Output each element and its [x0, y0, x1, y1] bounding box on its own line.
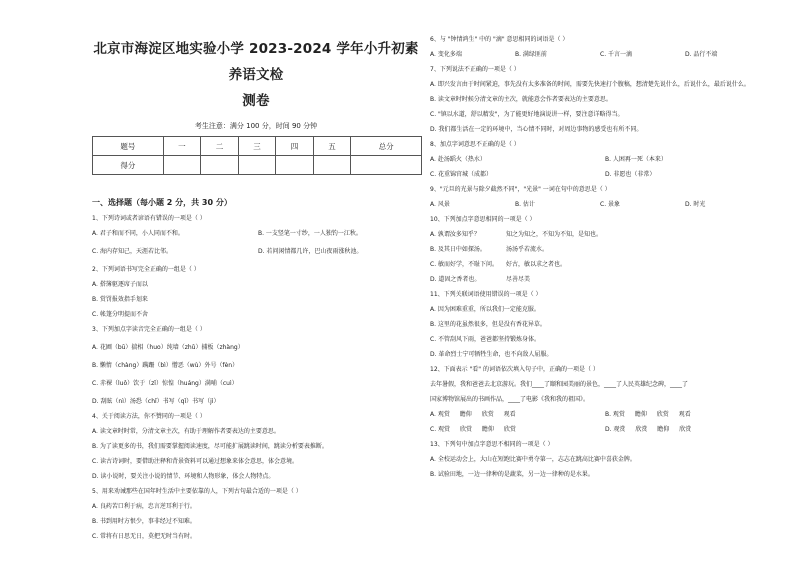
option-a[interactable]: A. 良药苦口利于病，忠言逆耳利于行。 [92, 503, 196, 510]
option-word: 瞻仰 [634, 411, 647, 418]
score-input-cell[interactable] [163, 156, 201, 175]
option-b[interactable]: B. 试验田地，一边一律种的是蔬菜，另一边一律种的是水果。 [430, 471, 594, 478]
question-9-stem: 9、"元旦的光景与除夕截然不同"，"光景" 一词在句中的意思是（ ） [430, 186, 611, 193]
option-a[interactable]: A. 变化多端 [430, 51, 462, 58]
option-c[interactable]: C. 景象 [600, 201, 621, 208]
score-input-cell[interactable] [313, 156, 351, 175]
option-word: A. 观赏 [430, 411, 450, 418]
option-word: 欣赏 [503, 426, 516, 433]
option-word: 观看 [503, 411, 516, 418]
option-word: 欣赏 [679, 426, 692, 433]
option-c[interactable]: C. 千言一滴 [600, 51, 633, 58]
option-b[interactable]: B. 为了读更多的书，我们需要掌握阅读速度，尽可能扩展跳读时间，跳读分析要表推断。 [92, 443, 328, 450]
question-10-option-d[interactable] [430, 276, 770, 284]
option-b-left: B. 及其日中如探汤。 [430, 246, 486, 253]
score-input-cell[interactable] [276, 156, 314, 175]
score-input-cell[interactable] [201, 156, 239, 175]
option-c[interactable]: C. 赤裸（luǒ）饮于（zǐ）惊惶（huáng）满哺（cuì） [92, 380, 238, 387]
option-word: 欣赏 [481, 411, 494, 418]
score-input-cell[interactable] [238, 156, 276, 175]
option-a[interactable]: A. 君子和而不同，小人同而不和。 [92, 230, 184, 237]
question-11-stem: 11、下列关联词语使用错误的一项是（ ） [430, 291, 542, 298]
section-heading: 一、选择题（每小题 2 分，共 30 分） [92, 198, 232, 207]
option-a[interactable]: A. 因为困难重重，所以我们一定能克服。 [430, 306, 540, 313]
score-table-score-row [93, 156, 422, 175]
question-8-options-row [430, 156, 770, 164]
option-d-left: D. 道固之香者也。 [430, 276, 481, 283]
option-c[interactable]: C. 海内存知己，天涯若比邻。 [92, 248, 173, 255]
option-c[interactable]: C. "镇以水道，舒以精发"，为了能更好地演说讲一样，要注意详略得当。 [430, 111, 624, 118]
option-a[interactable] [430, 411, 605, 419]
question-4-stem: 4、关于阅读方法，你不赞同的一项是（ ） [92, 413, 206, 420]
option-word: B. 观赏 [605, 411, 625, 418]
exam-title [88, 36, 424, 114]
option-a[interactable]: A. 赴汤蹈火（热水） [430, 156, 486, 163]
option-c[interactable]: C. 不管刮风下雨，爸爸都坚持锻炼身体。 [430, 336, 541, 343]
option-d[interactable]: D. 品行不端 [685, 51, 718, 58]
score-cell: 五 [313, 137, 351, 156]
question-12-options-row [430, 411, 770, 419]
question-3-stem: 3、下列加点字读音完全正确的一组是（ ） [92, 326, 206, 333]
option-c[interactable]: C. 帐篷分明提而不舍 [92, 311, 149, 318]
option-b[interactable] [605, 411, 691, 419]
option-b[interactable]: B. 懒惰（chàng）蹒跚（bì）憎恶（wù）外号（fèn） [92, 362, 239, 369]
option-word: 欣赏 [459, 426, 472, 433]
option-c[interactable]: C. 读古诗词时，要借助注释和背景资料可以通过想象来体会意思，体会意境。 [92, 458, 299, 465]
option-b[interactable]: B. 人困再一死（本来） [605, 156, 667, 163]
option-c[interactable]: C. 常将有日思无日，莫把无时当有时。 [92, 533, 197, 540]
question-12-options-row [430, 426, 770, 434]
question-8-options-row [430, 171, 770, 179]
option-word: 瞻仰 [459, 411, 472, 418]
question-5-stem: 5、用来劝诫那些在国年时生活中主要依靠的人，下列古句最合适的一项是（ ） [92, 488, 302, 495]
option-b[interactable]: B. 估计 [515, 201, 535, 208]
question-12-passage-line-1: 去年暑假，我和爸爸去北京游玩。我们____了颐和园美丽的景色，____了人民英雄纪念碑，____了 [430, 381, 689, 388]
exam-note: 考生注意：满分 100 分，时间 90 分钟 [194, 122, 318, 130]
option-b[interactable]: B. 书到用时方恨少，事非经过不知难。 [92, 518, 196, 525]
option-d[interactable]: D. 时光 [685, 201, 706, 208]
option-word: 瞻仰 [657, 426, 670, 433]
option-a[interactable]: A. 花圃（bū）揣相（huo）纯墙（zhǔ）捕板（zhàng） [92, 344, 244, 351]
question-1-stem: 1、下列诗词或者谚语有错误的一项是（ ） [92, 215, 206, 222]
option-b[interactable]: B. 一支竖笔一寸纱，一人独钓一江秋。 [258, 230, 362, 237]
option-d[interactable] [605, 426, 691, 434]
option-d[interactable]: D. 若问闲情都几许，巴山夜雨涨秋池。 [258, 248, 363, 255]
score-cell: 得分 [93, 156, 164, 175]
score-table [92, 136, 422, 175]
question-9-options-row [430, 201, 770, 209]
question-1-options-row [92, 248, 424, 256]
option-d[interactable]: D. 我们都生活在一定的环境中，当心情不同时，对周边事物的感受也有所不同。 [430, 126, 643, 133]
left-column [88, 36, 424, 541]
score-cell: 一 [163, 137, 201, 156]
option-word: 瞻仰 [481, 426, 494, 433]
question-6-options-row [430, 51, 770, 59]
option-b[interactable]: B. 满绿匪前 [515, 51, 547, 58]
score-cell: 题号 [93, 137, 164, 156]
question-7-stem: 7、下列说法不正确的一项是（ ） [430, 66, 520, 73]
score-input-cell[interactable] [351, 156, 422, 175]
title-line-2: 测卷 [242, 93, 270, 109]
question-1-options-row [92, 230, 424, 238]
option-d[interactable]: D. 读小说时，要关注小说的情节、环境和人物形象，体会人物特点。 [92, 473, 275, 480]
option-c-left: C. 敏而好学，不耻下问。 [430, 261, 499, 268]
question-13-stem: 13、下列句中加点字意思不相同的一项是（ ） [430, 441, 554, 448]
question-10-option-c[interactable] [430, 261, 770, 269]
question-8-stem: 8、加点字词意思不正确的是（ ） [430, 141, 520, 148]
right-column [430, 36, 770, 479]
option-d[interactable]: D. 革命烈士宁可牺牲生命，也不向敌人屈服。 [430, 351, 553, 358]
option-d-right: 尽善尽美 [506, 276, 531, 283]
option-d[interactable]: D. 非愿也（非常） [605, 171, 656, 178]
option-a[interactable]: A. 搭簿驱逐席子而以 [92, 281, 148, 288]
option-a[interactable]: A. 读文章时时常，分清文章主次，有助于理解作者要表达的主要意思。 [92, 428, 280, 435]
question-10-option-b[interactable] [430, 246, 770, 254]
score-cell: 三 [238, 137, 276, 156]
option-word: D. 观赏 [605, 426, 626, 433]
option-b[interactable]: B. 读文章时时候分清文章的主次，就能意会作者要表达的主要意思。 [430, 96, 612, 103]
option-word: C. 观赏 [430, 426, 451, 433]
option-a[interactable]: A. 风景 [430, 201, 450, 208]
option-a[interactable]: A. 即兴发言由于时间紧迫，事先没有太多准备的时间，需要先快速打个腹稿，想清楚先说什么，后说什么，最后说什么。 [430, 81, 750, 88]
option-a-left: A. 孰谓汝多知乎？ [430, 231, 480, 238]
question-10-stem: 10、下列加点字意思相同的一项是（ ） [430, 216, 536, 223]
option-d[interactable]: D. 刮眩（nì）汤恐（chǐ）书写（qǐ）书写（jì） [92, 398, 220, 405]
option-b[interactable]: B. 赏罚报效指手划来 [92, 296, 148, 303]
title-line-1: 北京市海淀区地实验小学 2023-2024 学年小升初素养语文检 [93, 41, 419, 83]
option-c[interactable]: C. 花重锦官城（成都） [430, 171, 493, 178]
option-word: 欣赏 [635, 426, 648, 433]
question-12-passage-line-2: 国家博物馆展出的书画作品，____了电影《我和我的祖国》。 [430, 396, 590, 403]
option-c-right: 好古，敏以求之者也。 [506, 261, 567, 268]
option-a-right: 知之为知之，不知为不知，是知也。 [506, 231, 603, 238]
question-10-option-a[interactable] [430, 231, 770, 239]
question-6-stem: 6、与 "钟情鸿生" 中的 "滴" 意思相同的词语是（ ） [430, 36, 569, 43]
option-b[interactable]: B. 这里的花虽然很多，但是没有香花异草。 [430, 321, 546, 328]
score-table-header-row [93, 137, 422, 156]
question-12-stem: 12、下面表示 "看" 的词语依次填入句子中，正确的一项是（ ） [430, 366, 599, 373]
option-word: 欣赏 [656, 411, 669, 418]
score-cell: 总分 [351, 137, 422, 156]
question-2-stem: 2、下列词语书写完全正确的一组是（ ） [92, 266, 200, 273]
score-cell: 二 [201, 137, 239, 156]
option-b-right: 汤汤乎若流水。 [506, 246, 549, 253]
option-a[interactable]: A. 全校运动会上，大山在短跑比赛中勇夺第一，志志在跳高比赛中喜获金牌。 [430, 456, 636, 463]
option-word: 观看 [678, 411, 691, 418]
option-c[interactable] [430, 426, 605, 434]
score-cell: 四 [276, 137, 314, 156]
